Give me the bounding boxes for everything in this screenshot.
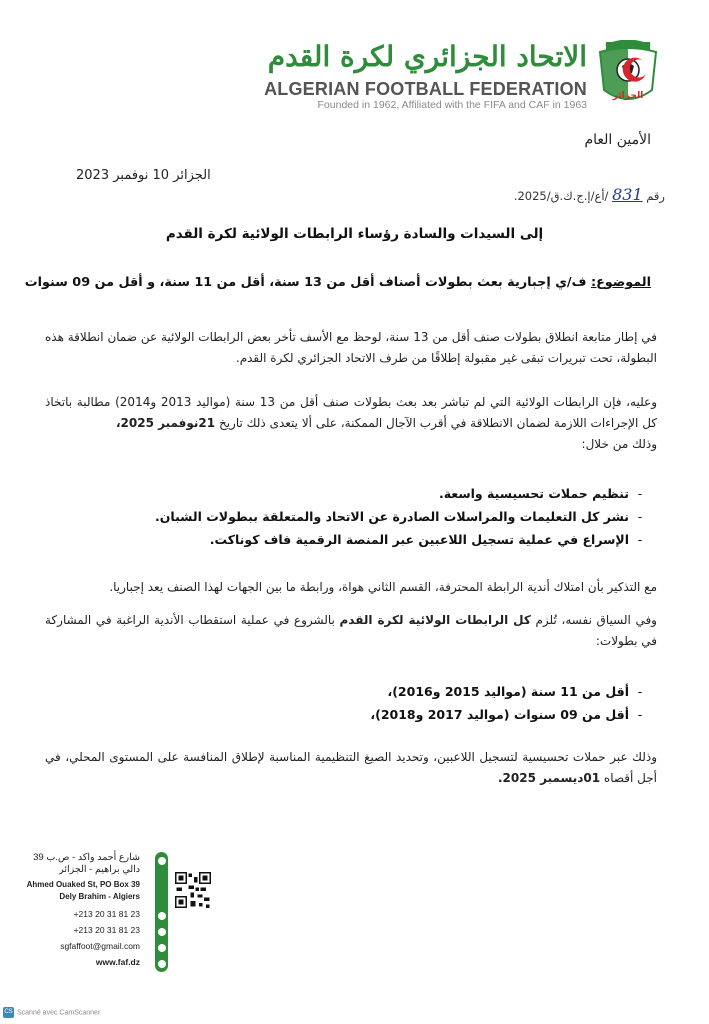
- founded-line: Founded in 1962, Affiliated with the FIFA and CAF in 1963: [317, 99, 587, 111]
- list-item: - نشر كل التعليمات والمراسلات الصادرة عن الاتحاد والمتعلقة ببطولات الشبان.: [91, 505, 651, 528]
- paragraph-closing: وذلك عبر حملات تحسيسية لتسجيل اللاعبين، وتحديد الصيغ التنظيمية المناسبة لإطلاق المنافسة على المستوى المحلي، في أجل أقصاه 01ديسمبر 2025.: [45, 750, 657, 785]
- letter-date: الجزائر 10 نوفمبر 2023: [76, 168, 211, 183]
- list-item: - أقل من 09 سنوات (مواليد 2017 و2018)،: [91, 703, 651, 726]
- paragraph-context: في إطار متابعة انطلاق بطولات صنف أقل من 13 سنة، لوحظ مع الأسف تأخر بعض الرابطات الولائية عن ضمان انطلاقة هذه البطولة، تحت تبريرات تبقى غير مقبولة إطلاقًا من طرف الاتحاد الجزائري لكرة القدم.: [45, 330, 657, 365]
- list-item: - الإسراع في عملية تسجيل اللاعبين عبر المنصة الرقمية فاف كوناكت.: [91, 528, 651, 551]
- website-url: www.faf.dz: [95, 957, 140, 967]
- address-en-line-1: Ahmed Ouaked St, PO Box 39: [26, 880, 140, 889]
- phone-number: +213 20 31 81 23: [73, 909, 140, 919]
- requirement-means: وذلك من خلال:: [581, 437, 657, 451]
- subject-text: ف/ي إجبارية بعث بطولات أصناف أقل من 13 سنة، أقل من 11 سنة، و أقل من 09 سنوات: [24, 275, 587, 290]
- phone-icon: [158, 912, 166, 920]
- reference-handwritten-number: 831: [612, 185, 643, 204]
- logo-caption: الجزائر: [612, 91, 644, 101]
- email-address: sgfaffoot@gmail.com: [60, 941, 140, 951]
- fax-number: +213 20 31 81 23: [73, 925, 140, 935]
- location-pin-icon: [158, 857, 166, 865]
- fax-icon: [158, 928, 166, 936]
- federation-name-ar: الاتحاد الجزائري لكرة القدم: [267, 40, 587, 73]
- address-en-line-2: Dely Brahim - Algiers: [59, 892, 140, 901]
- reference-number: [514, 185, 665, 204]
- address-ar-line-2: دالي براهيم - الجزائر: [59, 864, 140, 875]
- obligation-subject: كل الرابطات الولائية لكرة القدم: [339, 613, 531, 627]
- globe-icon: [158, 960, 166, 968]
- federation-name-en: ALGERIAN FOOTBALL FEDERATION: [264, 79, 587, 99]
- paragraph-requirement: [45, 392, 657, 455]
- secretary-general-label: الأمين العام: [584, 132, 651, 148]
- scanner-watermark: CS Scanné avec CamScanner: [4, 1009, 101, 1017]
- list-item: - أقل من 11 سنة (مواليد 2015 و2016)،: [91, 680, 651, 703]
- actions-list: [91, 482, 651, 551]
- categories-list: [91, 680, 651, 726]
- reference-prefix: رقم: [646, 189, 665, 203]
- reference-code: /أع/إ.ج.ك.ق/2025.: [513, 189, 609, 203]
- subject-label: الموضوع:: [590, 275, 651, 290]
- qr-code: [175, 872, 211, 908]
- faf-logo: [592, 40, 664, 112]
- address-ar-line-1: شارع أحمد واكد - ص.ب 39: [33, 852, 140, 863]
- paragraph-reminder: مع التذكير بأن امتلاك أندية الرابطة المحترفة، القسم الثاني هواة، ورابطة ما بين الجهات لهذا الصنف يعد إجباريا.: [109, 580, 657, 594]
- subject-line: [25, 275, 651, 290]
- camscanner-logo-icon: CS: [3, 1007, 14, 1018]
- deadline-date-2: 01ديسمبر 2025.: [497, 771, 601, 785]
- list-item: - تنظيم حملات تحسيسية واسعة.: [91, 482, 651, 505]
- paragraph-obligation: وفي السياق نفسه، تُلزم كل الرابطات الولائية لكرة القدم بالشروع في عملية استقطاب الأندية الراغبة في المشاركة في بطولات:: [45, 613, 657, 648]
- email-icon: [158, 944, 166, 952]
- requirement-text: وعليه، فإن الرابطات الولائية التي لم تباشر بعد بعث بطولات صنف أقل من 13 سنة (مواليد 2013 و2014) مطالبة باتخاذ كل الإجراءات اللازمة لضمان الانطلاقة في أقرب الآجال الممكنة، على ألا يتعدى ذلك تاريخ: [45, 395, 658, 430]
- deadline-date-1: 21نوفمبر 2025،: [115, 416, 216, 430]
- recipient-line: إلى السيدات والسادة رؤساء الرابطات الولائية لكرة القدم: [165, 226, 544, 242]
